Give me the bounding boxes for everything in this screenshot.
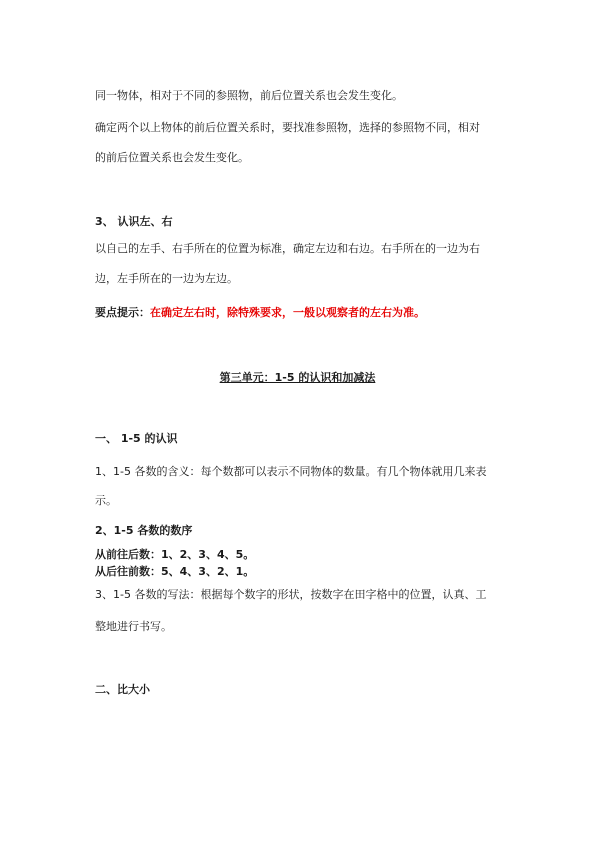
section-heading-compare: 二、比大小 (95, 683, 150, 696)
heading-left-right: 3、 认识左、右 (95, 215, 173, 228)
item-meaning-line1: 1、1-5 各数的含义：每个数都可以表示不同物体的数量。有几个物体就用几来表 (95, 465, 487, 478)
tip-label: 要点提示： (95, 306, 150, 319)
item-writing-line2: 整地进行书写。 (95, 620, 172, 633)
unit-title (0, 371, 595, 385)
unit-title-text: 第三单元：1-5 的认识和加减法 (219, 371, 376, 384)
paragraph-left-right-line1: 以自己的左手、右手所在的位置为标准，确定左边和右边。右手所在的一边为右 (95, 242, 480, 255)
tip-text: 在确定左右时，除特殊要求，一般以观察者的左右为准。 (150, 306, 425, 319)
paragraph-reference-object-line1: 确定两个以上物体的前后位置关系时，要找准参照物，选择的参照物不同，相对 (95, 121, 480, 134)
order-backward: 从后往前数：5、4、3、2、1。 (95, 565, 255, 578)
paragraph-left-right-line2: 边，左手所在的一边为左边。 (95, 272, 238, 285)
section-heading-recognition: 一、 1-5 的认识 (95, 432, 178, 445)
paragraph-reference-object-line2: 的前后位置关系也会发生变化。 (95, 151, 249, 164)
paragraph-relative-position: 同一物体，相对于不同的参照物，前后位置关系也会发生变化。 (95, 89, 403, 102)
item-writing-line1: 3、1-5 各数的写法：根据每个数字的形状，按数字在田字格中的位置，认真、工 (95, 588, 487, 601)
order-forward: 从前往后数：1、2、3、4、5。 (95, 548, 255, 561)
item-meaning-line2: 示。 (95, 494, 117, 507)
key-point-tip (95, 306, 425, 320)
item-order-heading: 2、1-5 各数的数序 (95, 524, 193, 537)
